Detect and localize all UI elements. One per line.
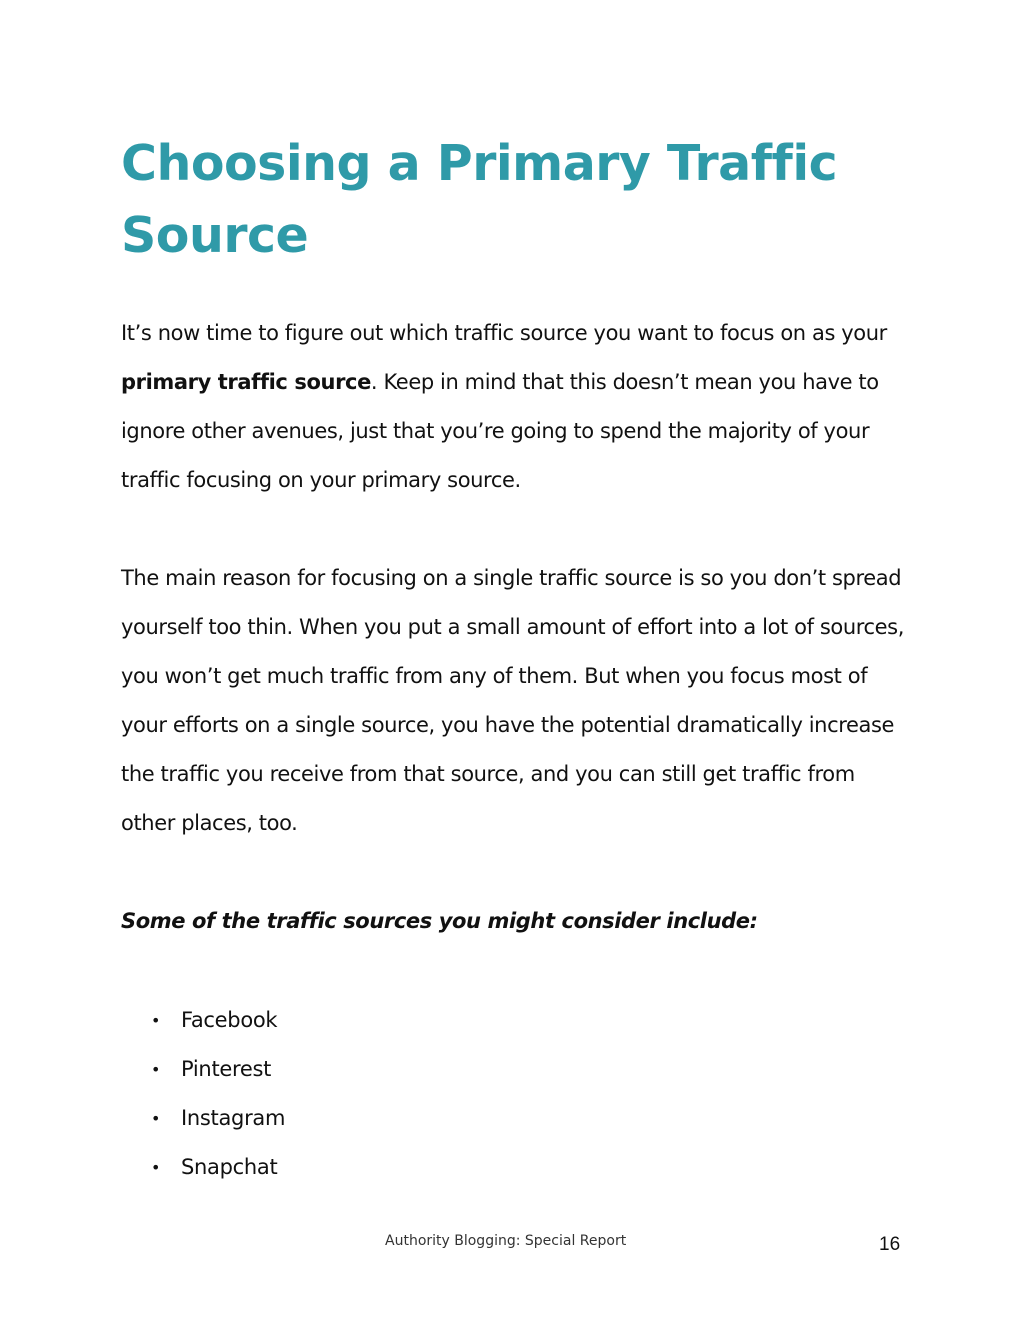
primary-traffic-source-emphasis: primary traffic source — [121, 370, 371, 394]
footer-text: Authority Blogging: Special Report — [385, 1233, 627, 1249]
intro-text-end: . Keep in mind that this doesn’t mean you have to ignore other avenues, just that you’re going to spend the majority of your traffic focusing on your primary source. — [121, 370, 879, 492]
source-pinterest: Pinterest — [181, 1057, 272, 1081]
page-number: 16 — [879, 1234, 901, 1255]
bullet-icon: • — [151, 1158, 161, 1177]
source-snapchat: Snapchat — [181, 1155, 278, 1179]
intro-text-start: It’s now time to figure out which traffic source you want to focus on as your — [121, 321, 887, 345]
bullet-icon: • — [151, 1011, 161, 1030]
bullet-icon: • — [151, 1109, 161, 1128]
intro-paragraph — [121, 309, 911, 505]
list-intro: Some of the traffic sources you might consider include: — [121, 909, 758, 933]
source-facebook: Facebook — [181, 1008, 278, 1032]
bullet-icon: • — [151, 1060, 161, 1079]
reason-paragraph: The main reason for focusing on a single traffic source is so you don’t spread yourself too thin. When you put a small amount of effort into a lot of sources, you won’t get much traffic from any of them. But when you focus most of your efforts on a single source, you have the potential dramatically increase the traffic you receive from that source, and you can still get traffic from other places, too. — [121, 566, 904, 835]
page-title: Choosing a Primary Traffic Source — [121, 135, 838, 264]
source-instagram: Instagram — [181, 1106, 286, 1130]
